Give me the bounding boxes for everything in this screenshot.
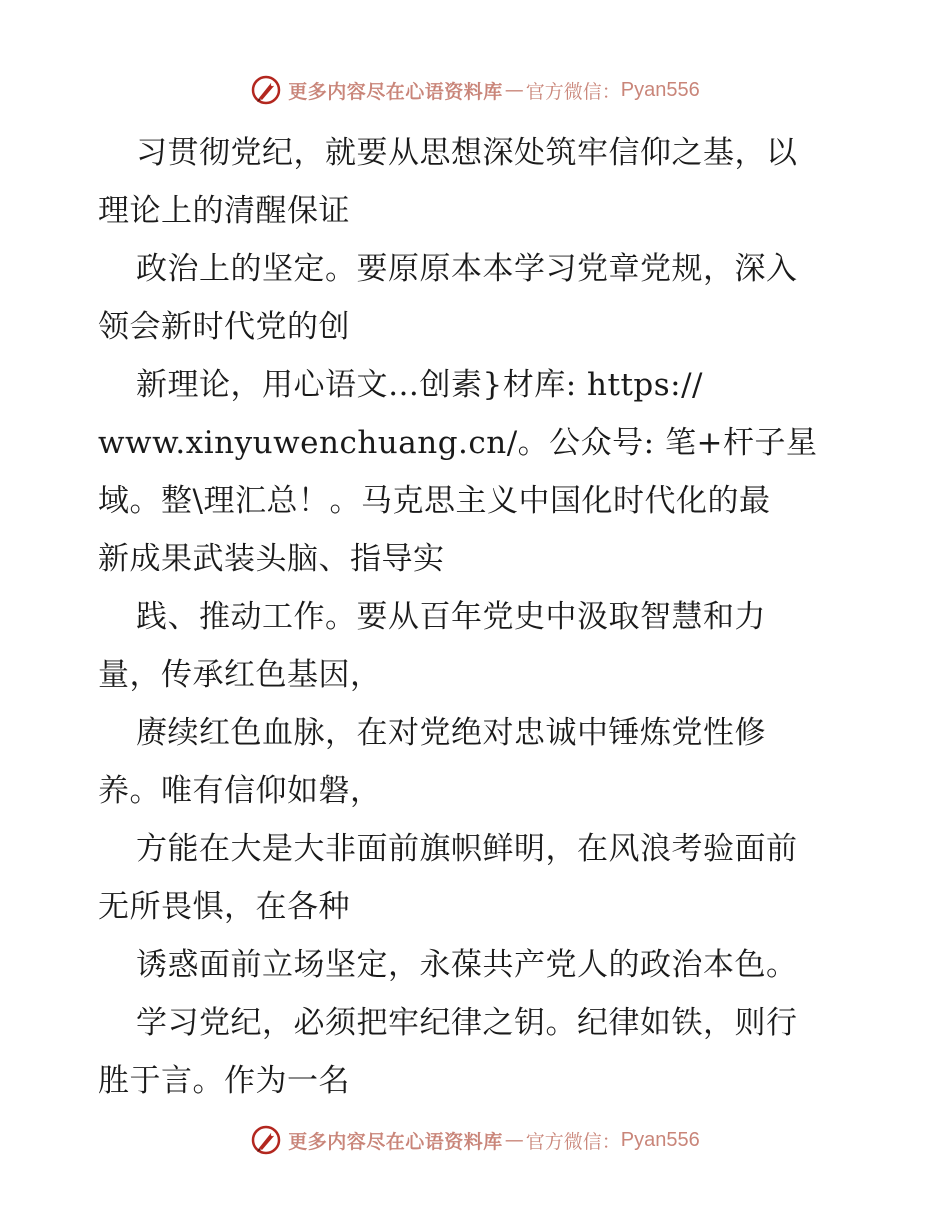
footer-account: Pyan556 — [620, 1128, 700, 1151]
text-line: 学习党纪，必须把牢纪律之钥。纪律如铁，则行 — [136, 1005, 798, 1041]
text-line: 方能在大是大非面前旗帜鲜明，在风浪考验面前 — [136, 831, 798, 867]
text-line: 诱惑面前立场坚定，永葆共产党人的政治本色。 — [136, 947, 798, 983]
text-line: 养。唯有信仰如磐， — [98, 773, 382, 809]
pen-logo-icon — [250, 1124, 282, 1156]
text-line: 新成果武装头脑、指导实 — [98, 541, 445, 577]
text-line: 践、推动工作。要从百年党史中汲取智慧和力 — [136, 599, 766, 635]
text-line: 赓续红色血脉，在对党绝对忠诚中锤炼党性修 — [136, 715, 766, 751]
text-line: 领会新时代党的创 — [98, 309, 350, 345]
footer-wechat-label: 官方微信： — [525, 1130, 621, 1153]
footer-brand: 更多内容尽在心语资料库 — [288, 1130, 503, 1153]
header-dash: — — [504, 79, 524, 101]
text-line: 量，传承红色基因， — [98, 657, 382, 693]
text-line: 胜于言。作为一名 — [98, 1063, 350, 1099]
header-banner — [0, 70, 950, 110]
text-line: 政治上的坚定。要原原本本学习党章党规，深入 — [136, 251, 798, 287]
text-line: 习贯彻党纪，就要从思想深处筑牢信仰之基，以 — [136, 135, 798, 171]
text-line: 域。整\理汇总！。马克思主义中国化时代化的最 — [98, 483, 771, 519]
text-line: 理论上的清醒保证 — [98, 193, 350, 229]
header-account: Pyan556 — [620, 78, 700, 101]
footer-dash: — — [504, 1129, 524, 1151]
text-line: www.xinyuwenchuang.cn/。公众号: 笔+杆子星 — [98, 425, 818, 461]
footer-banner — [0, 1120, 950, 1160]
text-line: 无所畏惧，在各种 — [98, 889, 350, 925]
text-line: 新理论，用心语文…创素}材库: https:// — [136, 367, 703, 403]
pen-logo-icon — [250, 74, 282, 106]
document-body — [98, 124, 858, 1110]
header-brand: 更多内容尽在心语资料库 — [288, 80, 503, 103]
header-wechat-label: 官方微信： — [525, 80, 621, 103]
